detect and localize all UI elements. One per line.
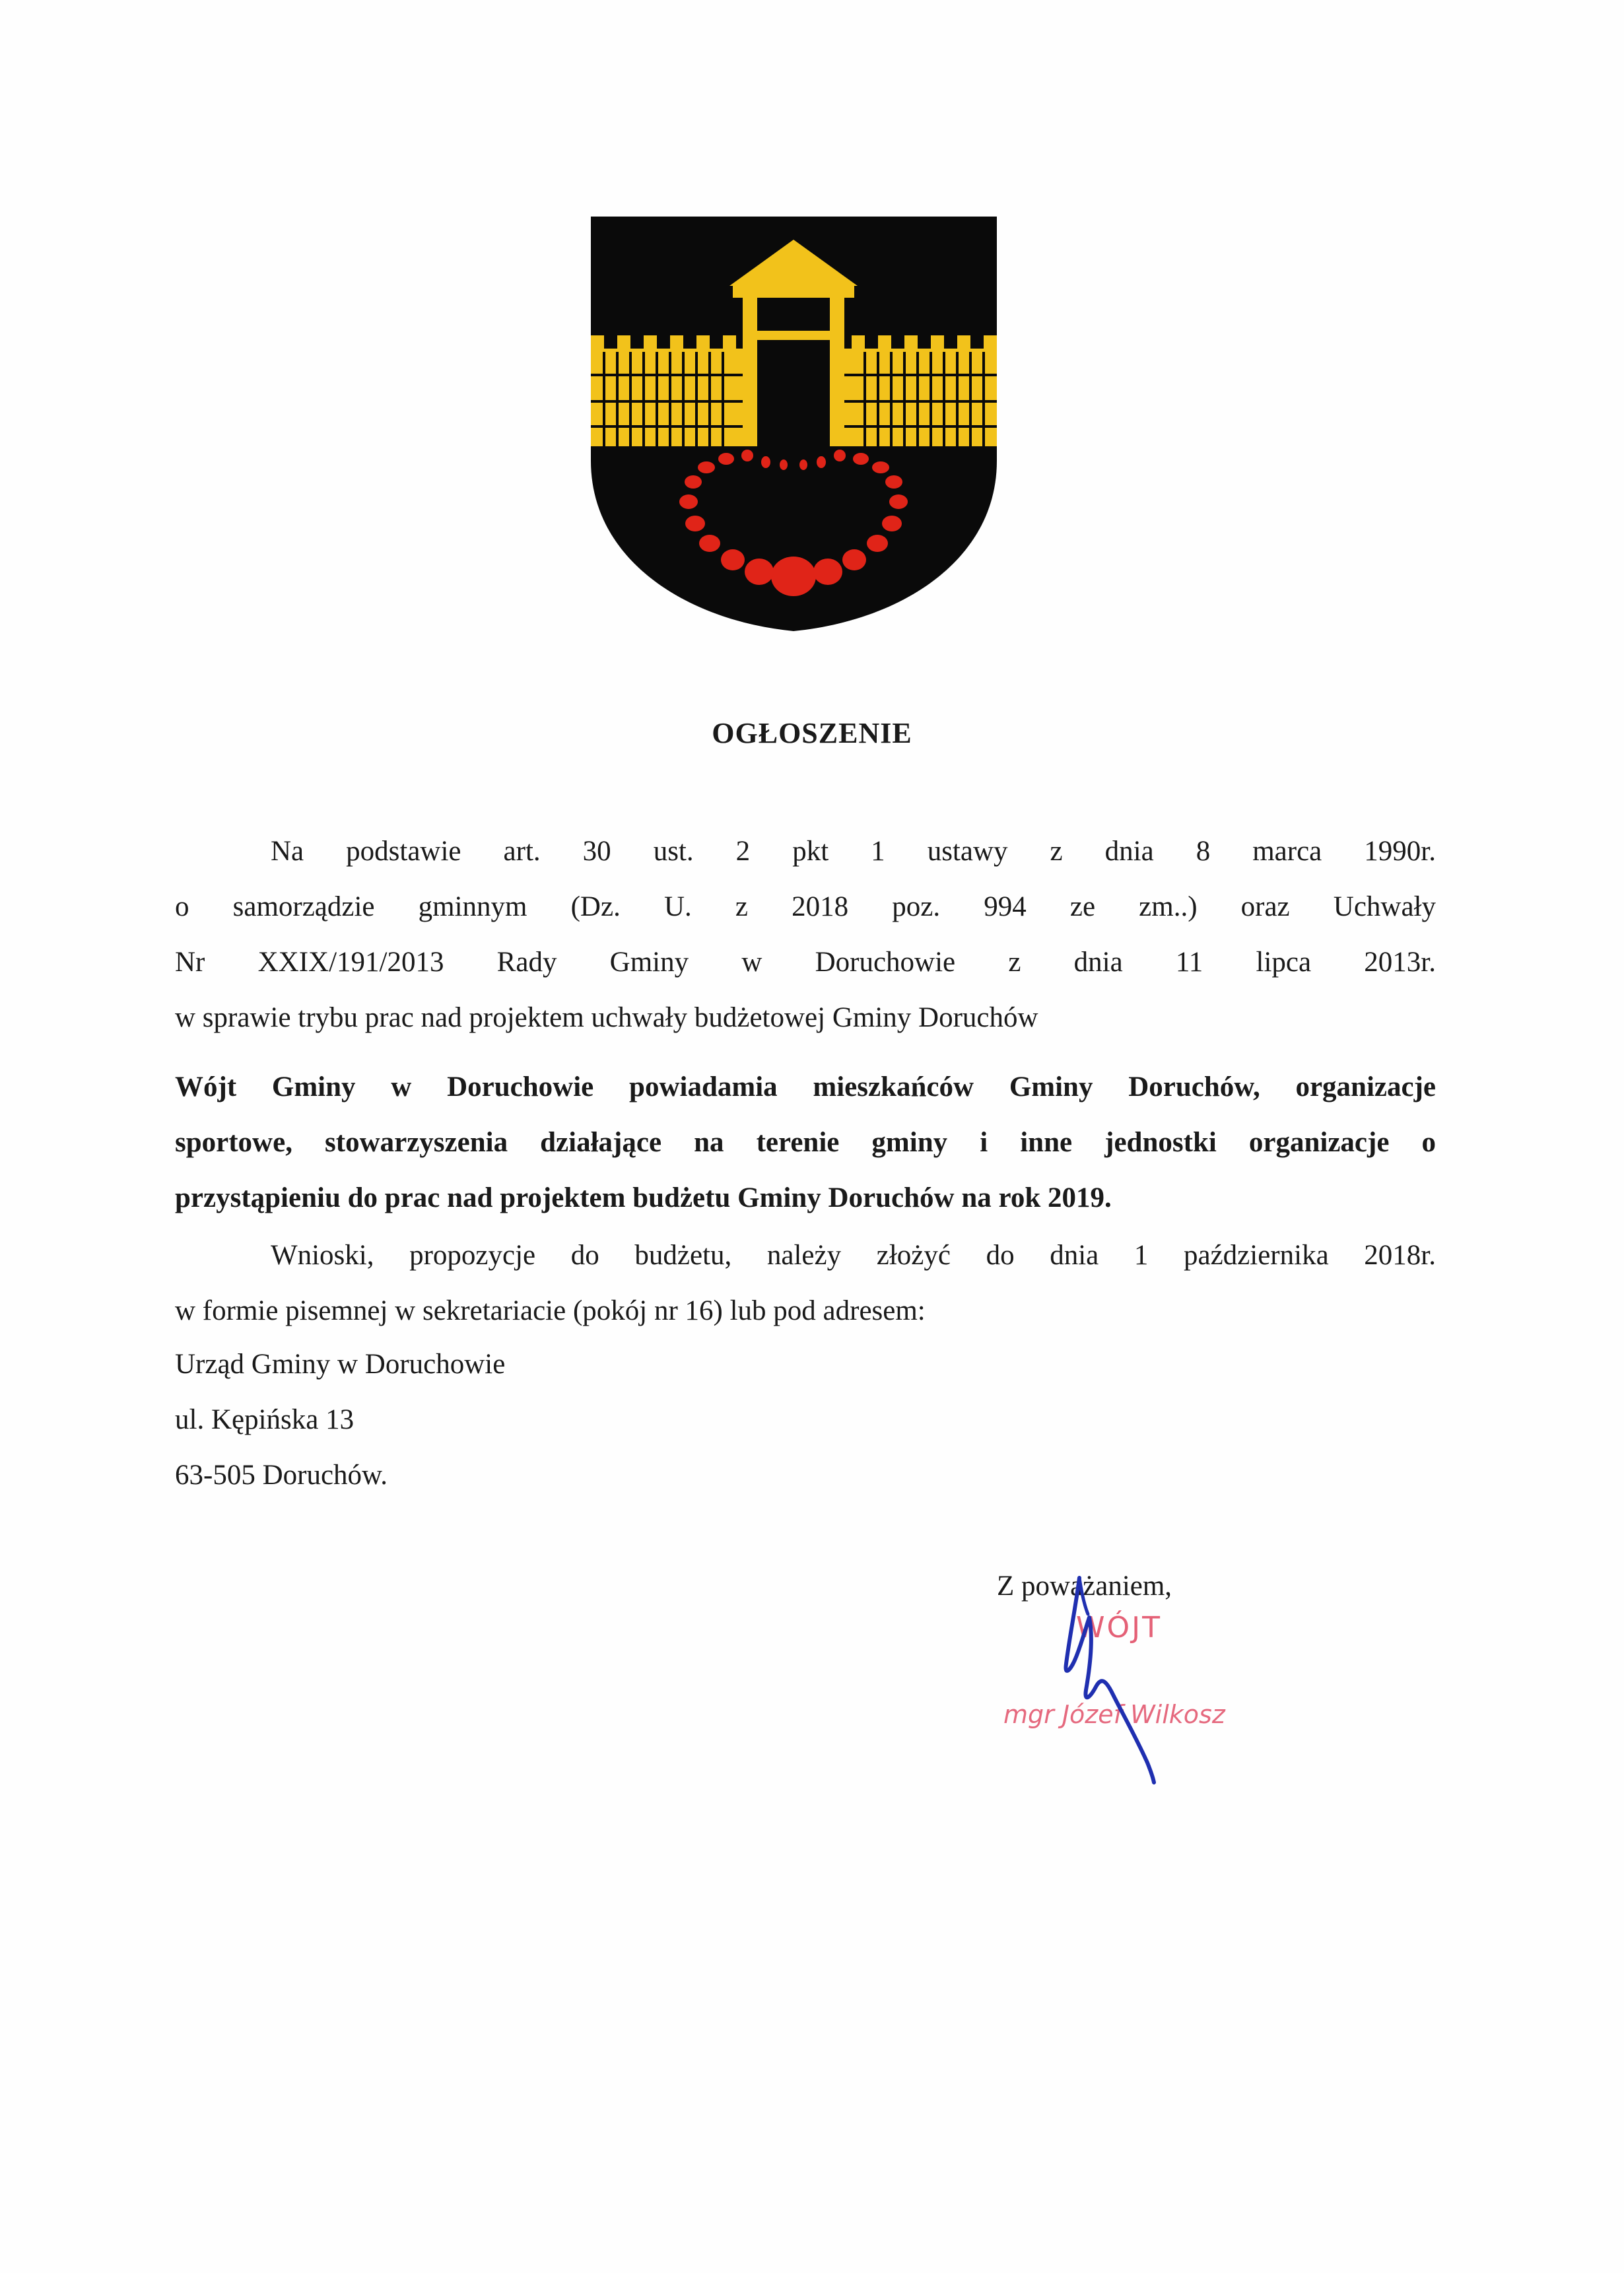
stamp-title: WÓJT [1076,1611,1162,1645]
paragraph-line: w formie pisemnej w sekretariacie (pokój nr 16) lub pod adresem: [175,1295,926,1326]
closing-salutation: Z poważaniem, [997,1571,1172,1602]
document-title: OGŁOSZENIE [712,717,912,749]
paragraph-line: w sprawie trybu prac nad projektem uchwały budżetowej Gminy Doruchów [175,1002,1038,1033]
paragraph-line: o samorządzie gminnym (Dz. U. z 2018 poz. 994 ze zm..) oraz Uchwały [175,891,1436,922]
address-line: Urząd Gminy w Doruchowie [175,1349,506,1380]
paragraph-submission [175,1228,1436,1339]
address-line: 63-505 Doruchów. [175,1460,388,1491]
paragraph-line: Wnioski, propozycje do budżetu, należy złożyć do dnia 1 października 2018r. [271,1240,1436,1271]
paragraph-line: Wójt Gminy w Doruchowie powiadamia mieszkańców Gminy Doruchów, organizacje [175,1071,1436,1103]
paragraph-line: sportowe, stowarzyszenia działające na terenie gminy i inne jednostki organizacje o [175,1127,1436,1158]
paragraph-line: Na podstawie art. 30 ust. 2 pkt 1 ustawy z dnia 8 marca 1990r. [271,836,1436,867]
office-address [175,1337,505,1503]
paragraph-line: Nr XXIX/191/2013 Rady Gminy w Doruchowie z dnia 11 lipca 2013r. [175,947,1436,978]
coat-of-arms-icon [591,217,997,634]
signature-icon [1030,1565,1182,1789]
paragraph-announcement [175,1060,1436,1226]
paragraph-line: przystąpieniu do prac nad projektem budżetu Gminy Doruchów na rok 2019. [175,1182,1112,1213]
paragraph-legal-basis [175,824,1436,1046]
stamp-name: mgr Józef Wilkosz [1003,1700,1225,1729]
address-line: ul. Kępińska 13 [175,1404,355,1435]
